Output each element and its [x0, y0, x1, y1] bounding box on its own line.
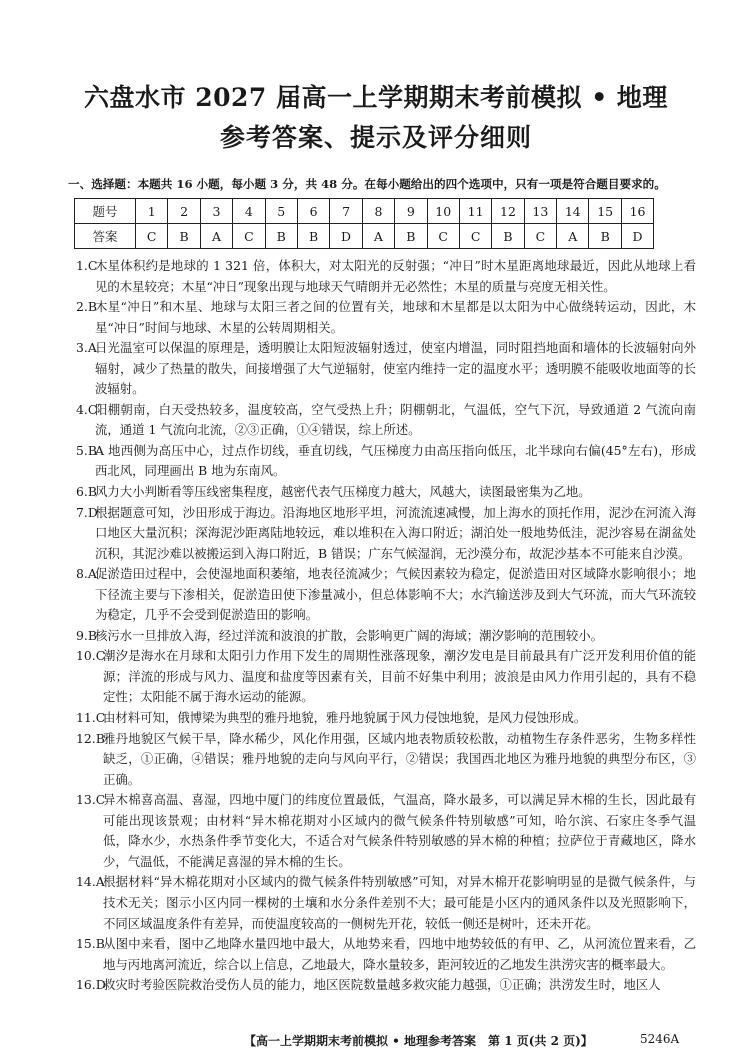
- section-heading: 一、选择题：本题共 16 小题，每小题 3 分，共 48 分。在每小题给出的四个选项中，只有一项是符合题目要求的。: [68, 177, 666, 191]
- item-number: 12.B: [76, 730, 105, 746]
- answer-cell: D: [621, 224, 653, 249]
- explanation-item: [76, 338, 696, 400]
- item-number: 7.D: [76, 504, 98, 520]
- item-text: 阳棚朝南，白天受热较多，温度较高，空气受热上升；阴棚朝北，气温低，空气下沉，导致通道 2 气流向南流，通道 1 气流向北流，②③正确，①④错误，综上所述。: [95, 401, 696, 438]
- question-number-cell: 5: [265, 199, 297, 224]
- explanation-list: [76, 256, 696, 996]
- explanation-item: [76, 626, 696, 647]
- question-number-cell: 6: [297, 199, 329, 224]
- question-number-cell: 2: [168, 199, 200, 224]
- item-number: 2.B: [76, 299, 97, 315]
- document-title: 六盘水市 2027 届高一上学期期末考前模拟 • 地理: [84, 83, 668, 112]
- item-number: 9.B: [76, 627, 97, 643]
- item-text: 根据题意可知，沙田形成于海边。沿海地区地形平坦，河流流速减慢，加上海水的顶托作用，泥沙在河流入海口地区大量沉积；深海泥沙距离陆地较远，难以堆积在入海口附近；湖泊处一般地势低洼，泥沙容易在湖盆处沉积，其泥沙难以被搬运到入海口附近，B 错误；广东气候湿润，无沙漠分布，故泥沙基本不可能来自沙漠。: [95, 504, 696, 561]
- explanation-item: [76, 708, 696, 729]
- question-number-cell: 3: [200, 199, 232, 224]
- item-text: 风力大小判断看等压线密集程度，越密代表气压梯度力越大，风越大，读图最密集为乙地。: [95, 484, 591, 500]
- explanation-item: [76, 975, 696, 996]
- item-text: A 地西侧为高压中心，过点作切线，垂直切线，气压梯度力由高压指向低压，北半球向右偏(45°左右)，形成西北风，同理画出 B 地为东南风。: [95, 442, 696, 479]
- question-number-cell: 1: [136, 199, 168, 224]
- footer-page-info: 【高一上学期期末考前模拟 • 地理参考答案 第 1 页(共 2 页)】: [244, 1034, 593, 1048]
- item-text: 雅丹地貌区气候干旱，降水稀少，风化作用强，区域内地表物质较松散，动植物生存条件恶劣，生物多样性缺乏，①正确，④错误；雅丹地貌的走向与风向平行，②错误；我国西北地区为雅丹地貌的典型分布区，③正确。: [103, 730, 696, 787]
- question-number-cell: 13: [524, 199, 556, 224]
- answer-row: [75, 224, 654, 249]
- item-number: 3.A: [76, 340, 97, 356]
- question-number-cell: 10: [427, 199, 459, 224]
- explanation-item: [76, 790, 696, 872]
- item-number: 13.C: [76, 792, 106, 808]
- explanation-item: [76, 646, 696, 708]
- item-number: 10.C: [76, 648, 106, 664]
- question-number-cell: 16: [621, 199, 653, 224]
- question-number-cell: 15: [589, 199, 621, 224]
- document-subtitle: 参考答案、提示及评分细则: [219, 123, 532, 152]
- footer-paper-code: 5246A: [640, 1032, 680, 1046]
- answer-cell: A: [557, 224, 589, 249]
- item-text: 救灾时考验医院救治受伤人员的能力，地区医院数量越多救灾能力越强，①正确；洪涝发生时，地区人: [103, 977, 661, 993]
- question-number-cell: 8: [362, 199, 394, 224]
- explanation-item: [76, 564, 696, 626]
- answer-cell: C: [459, 224, 491, 249]
- answer-cell: B: [265, 224, 297, 249]
- explanation-item: [76, 503, 696, 565]
- question-number-cell: 9: [395, 199, 427, 224]
- answer-cell: B: [297, 224, 329, 249]
- answer-cell: C: [136, 224, 168, 249]
- item-number: 6.B: [76, 484, 97, 500]
- answer-cell: B: [492, 224, 524, 249]
- answer-cell: D: [330, 224, 362, 249]
- answer-cell: A: [200, 224, 232, 249]
- question-number-cell: 12: [492, 199, 524, 224]
- item-text: 促淤造田过程中，会使湿地面积萎缩，地表径流减少；气候因素较为稳定，促淤造田对区域降水影响很小；地下径流主要与下渗相关，促淤造田使下渗量减小，但总体影响不大；水汽输送涉及到大气环流，而大气环流较为稳定，几乎不会受到促淤造田的影响。: [95, 566, 696, 623]
- item-text: 从图中来看，图中乙地降水量四地中最大，从地势来看，四地中地势较低的有甲、乙，从河流位置来看，乙地与丙地离河流近，综合以上信息，乙地最大，降水量较多，距河较近的乙地发生洪涝灾害的概率最大。: [103, 936, 696, 972]
- item-text: 核污水一旦排放入海，经过洋流和波浪的扩散，会影响更广阔的海域；潮汐影响的范围较小。: [95, 627, 604, 643]
- answer-cell: B: [395, 224, 427, 249]
- answer-cell: C: [233, 224, 265, 249]
- answer-cell: A: [362, 224, 394, 249]
- item-number: 11.C: [76, 710, 106, 726]
- question-number-cell: 4: [233, 199, 265, 224]
- answer-cell: C: [524, 224, 556, 249]
- item-text: 潮汐是海水在月球和太阳引力作用下发生的周期性涨落现象，潮汐发电是目前最具有广泛开发利用价值的能源；洋流的形成与风力、温度和盐度等因素有关，目前不好集中利用；波浪是由风力作用引起的，具有不稳定性；太阳能不属于海水运动的能源。: [103, 648, 696, 705]
- explanation-item: [76, 934, 696, 975]
- question-number-cell: 14: [557, 199, 589, 224]
- question-number-cell: 11: [459, 199, 491, 224]
- explanation-item: [76, 729, 696, 791]
- row-label-question-number: 题号: [75, 199, 136, 224]
- explanation-item: [76, 297, 696, 338]
- answer-table: [74, 198, 654, 249]
- item-number: 5.B: [76, 442, 97, 458]
- explanation-item: [76, 400, 696, 441]
- row-label-answer: 答案: [75, 224, 136, 249]
- item-text: 根据材料“异木棉花期对小区域内的微气候条件特别敏感”可知，对异木棉开花影响明显的是微气候条件，与技术无关；图示小区内同一棵树的土壤和水分条件差别不大；最可能是小区内的通风条件以及光照影响下，不同区域温度条件有差异，而使温度较高的一侧树先开花，较低一侧还是树叶，还未开花。: [103, 874, 696, 931]
- item-number: 14.A: [76, 874, 105, 890]
- item-number: 8.A: [76, 566, 97, 582]
- item-text: 木星“冲日”和木星、地球与太阳三者之间的位置有关，地球和木星都是以太阳为中心做绕转运动，因此，木星“冲日”时间与地球、木星的公转周期相关。: [95, 299, 696, 335]
- item-number: 15.B: [76, 936, 105, 952]
- explanation-item: [76, 482, 696, 503]
- question-number-cell: 7: [330, 199, 362, 224]
- item-number: 4.C: [76, 401, 98, 417]
- explanation-item: [76, 872, 696, 934]
- item-text: 异木棉喜高温、喜湿，四地中厦门的纬度位置最低，气温高，降水最多，可以满足异木棉的生长，因此最有可能出现该景观；由材料“异木棉花期对小区域内的微气候条件特别敏感”可知，哈尔滨、石家庄冬季气温低，降水少，水热条件季节变化大，不适合对气候条件特别敏感的异木棉的种植；拉萨位于青藏地区，降水少，气温低，不能满足喜湿的异木棉的生长。: [103, 792, 696, 869]
- item-number: 1.C: [76, 258, 98, 273]
- question-number-row: [75, 199, 654, 224]
- answer-cell: C: [427, 224, 459, 249]
- answer-cell: B: [168, 224, 200, 249]
- explanation-item: [76, 441, 696, 482]
- item-text: 木星体积约是地球的 1 321 倍，体积大，对太阳光的反射强；“冲日”时木星距离地球最近，因此从地球上看见的木星较亮；木星“冲日”现象出现与地球天气晴朗并无必然性；木星的质量与亮度无相关性。: [95, 258, 696, 294]
- item-text: 由材料可知，俄博梁为典型的雅丹地貌，雅丹地貌属于风力侵蚀地貌，是风力侵蚀形成。: [103, 710, 587, 726]
- item-number: 16.D: [76, 977, 106, 993]
- item-text: 日光温室可以保温的原理是，透明膜让太阳短波辐射透过，使室内增温，同时阻挡地面和墙体的长波辐射向外辐射，减少了热量的散失，间接增强了大气逆辐射，使室内维持一定的温度水平；透明膜不能吸收地面等的长波辐射。: [95, 340, 696, 397]
- explanation-item: [76, 256, 696, 297]
- answer-cell: B: [589, 224, 621, 249]
